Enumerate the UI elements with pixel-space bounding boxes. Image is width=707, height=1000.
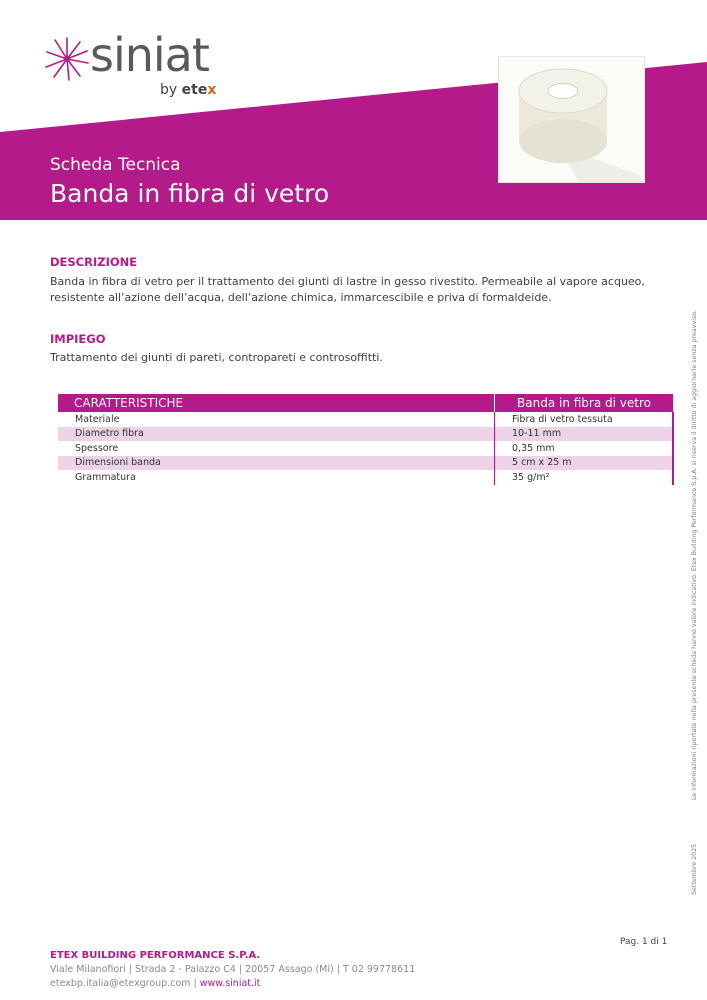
table-header-value: Banda in fibra di vetro [495, 394, 674, 412]
row-label-materiale: Materiale [75, 413, 120, 425]
contact-line [50, 978, 260, 989]
impiego-text: Trattamento dei giunti di pareti, contropareti e controsoffitti. [50, 351, 383, 364]
side-disclaimer-text: Le informazioni riportate nella presente scheda hanno valore indicativo. Etex Building Performance S.p.A. si riserva il diritto di aggiornarle senza preavviso. [691, 310, 698, 800]
descrizione-heading: DESCRIZIONE [50, 255, 138, 269]
impiego-heading: IMPIEGO [50, 332, 106, 346]
table-row [58, 427, 673, 442]
row-value-spessore: 0,35 mm [495, 441, 674, 456]
company-name: ETEX BUILDING PERFORMANCE S.P.A. [50, 950, 261, 961]
table-row [58, 456, 673, 471]
product-photo [498, 56, 645, 183]
side-date: Settembre 2025 [691, 843, 698, 895]
company-address: Viale Milanofiori | Strada 2 - Palazzo C4 | 20057 Assago (Mi) | T 02 99778611 [50, 964, 416, 975]
row-label-diametro-fibra: Diametro fibra [58, 427, 495, 442]
logo-by-etex [160, 82, 216, 98]
row-label-dimensioni-banda: Dimensioni banda [58, 456, 495, 471]
row-value-materiale: Fibra di vetro tessuta [495, 412, 674, 427]
page-number: Pag. 1 di 1 [620, 937, 668, 947]
table-header-label: CARATTERISTICHE [58, 394, 495, 412]
characteristics-table [58, 394, 674, 485]
starburst-icon [44, 36, 90, 82]
table-row [58, 441, 673, 456]
logo-wordmark: siniat [90, 28, 209, 82]
contact-separator: | [190, 978, 200, 989]
table-row [58, 412, 673, 427]
row-value-diametro-fibra: 10-11 mm [495, 427, 674, 442]
descrizione-text: Banda in fibra di vetro per il trattamento dei giunti di lastre in gesso rivestito. Permeabile al vapore acqueo, resistente all’azione dell’acqua, dell’azione chimica, immarcescibile e priva di formaldeide. [50, 275, 645, 304]
logo-by-text: by [160, 82, 182, 98]
row-value-dimensioni-banda: 5 cm x 25 m [495, 456, 674, 471]
document-title: Banda in fibra di vetro [50, 179, 330, 208]
row-value-grammatura: 35 g/m² [495, 470, 674, 485]
table-row [58, 470, 673, 485]
table-header-row [58, 394, 673, 412]
row-label-grammatura: Grammatura [75, 471, 136, 483]
website-link[interactable]: www.siniat.it [199, 978, 261, 989]
email-link[interactable]: etexbp.italia@etexgroup.com [50, 978, 191, 989]
siniat-logo [44, 28, 234, 104]
logo-etex-x: x [207, 82, 217, 98]
row-label-spessore: Spessore [75, 442, 119, 454]
logo-etex-text: ete [181, 82, 208, 98]
side-disclaimer [684, 245, 704, 895]
document-type: Scheda Tecnica [50, 155, 181, 175]
